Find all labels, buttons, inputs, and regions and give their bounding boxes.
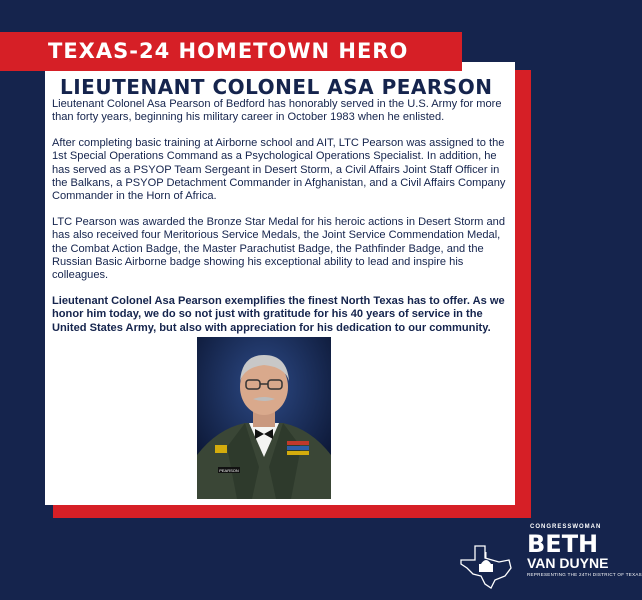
logo-title: CONGRESSWOMAN <box>530 524 602 530</box>
nametape: PEARSON <box>219 468 239 473</box>
logo-tagline: REPRESENTING THE 24TH DISTRICT OF TEXAS <box>527 572 642 577</box>
honoree-photo <box>197 337 331 499</box>
congresswoman-logo <box>455 520 642 595</box>
logo-last-name: VAN DUYNE <box>527 555 609 571</box>
portrait-illustration <box>197 337 331 499</box>
closing-statement: Lieutenant Colonel Asa Pearson exemplifies the finest North Texas has to offer. As we honor him today, we do so not just with gratitude for his 40 years of service in the United States Army, but also with appreciation for his dedication to our community. <box>52 294 505 334</box>
bio-paragraph: LTC Pearson was awarded the Bronze Star Medal for his heroic actions in Desert Storm and has also received four Meritorious Service Medals, the Joint Service Commendation Medal, the Combat Action Badge, the Master Parachutist Badge, the Pathfinder Badge, and the Russian Basic Airborne badge showing his exceptional ability to lead and inspire his colleagues. <box>52 215 506 282</box>
bio-paragraph: Lieutenant Colonel Asa Pearson of Bedford has honorably served in the U.S. Army for more than forty years, beginning his military career in October 1983 when he enlisted. <box>52 98 502 124</box>
biography <box>52 98 506 347</box>
hero-banner <box>0 32 462 71</box>
texas-capitol-icon <box>455 538 515 590</box>
bio-paragraph: After completing basic training at Airborne school and AIT, LTC Pearson was assigned to the 1st Special Operations Command as a Psychological Operations Specialist. In addition, he has served as a PSYOP Team Sergeant in Desert Storm, a Civil Affairs Joint Staff Officer in the Balkans, a PSYOP Detachment Commander in Afghanistan, and a Civil Affairs Company Commander in the Horn of Africa. <box>52 136 506 203</box>
banner-title: TEXAS-24 HOMETOWN HERO <box>48 39 409 63</box>
logo-first-name: BETH <box>527 530 599 558</box>
honoree-name: LIEUTENANT COLONEL ASA PEARSON <box>60 75 493 99</box>
